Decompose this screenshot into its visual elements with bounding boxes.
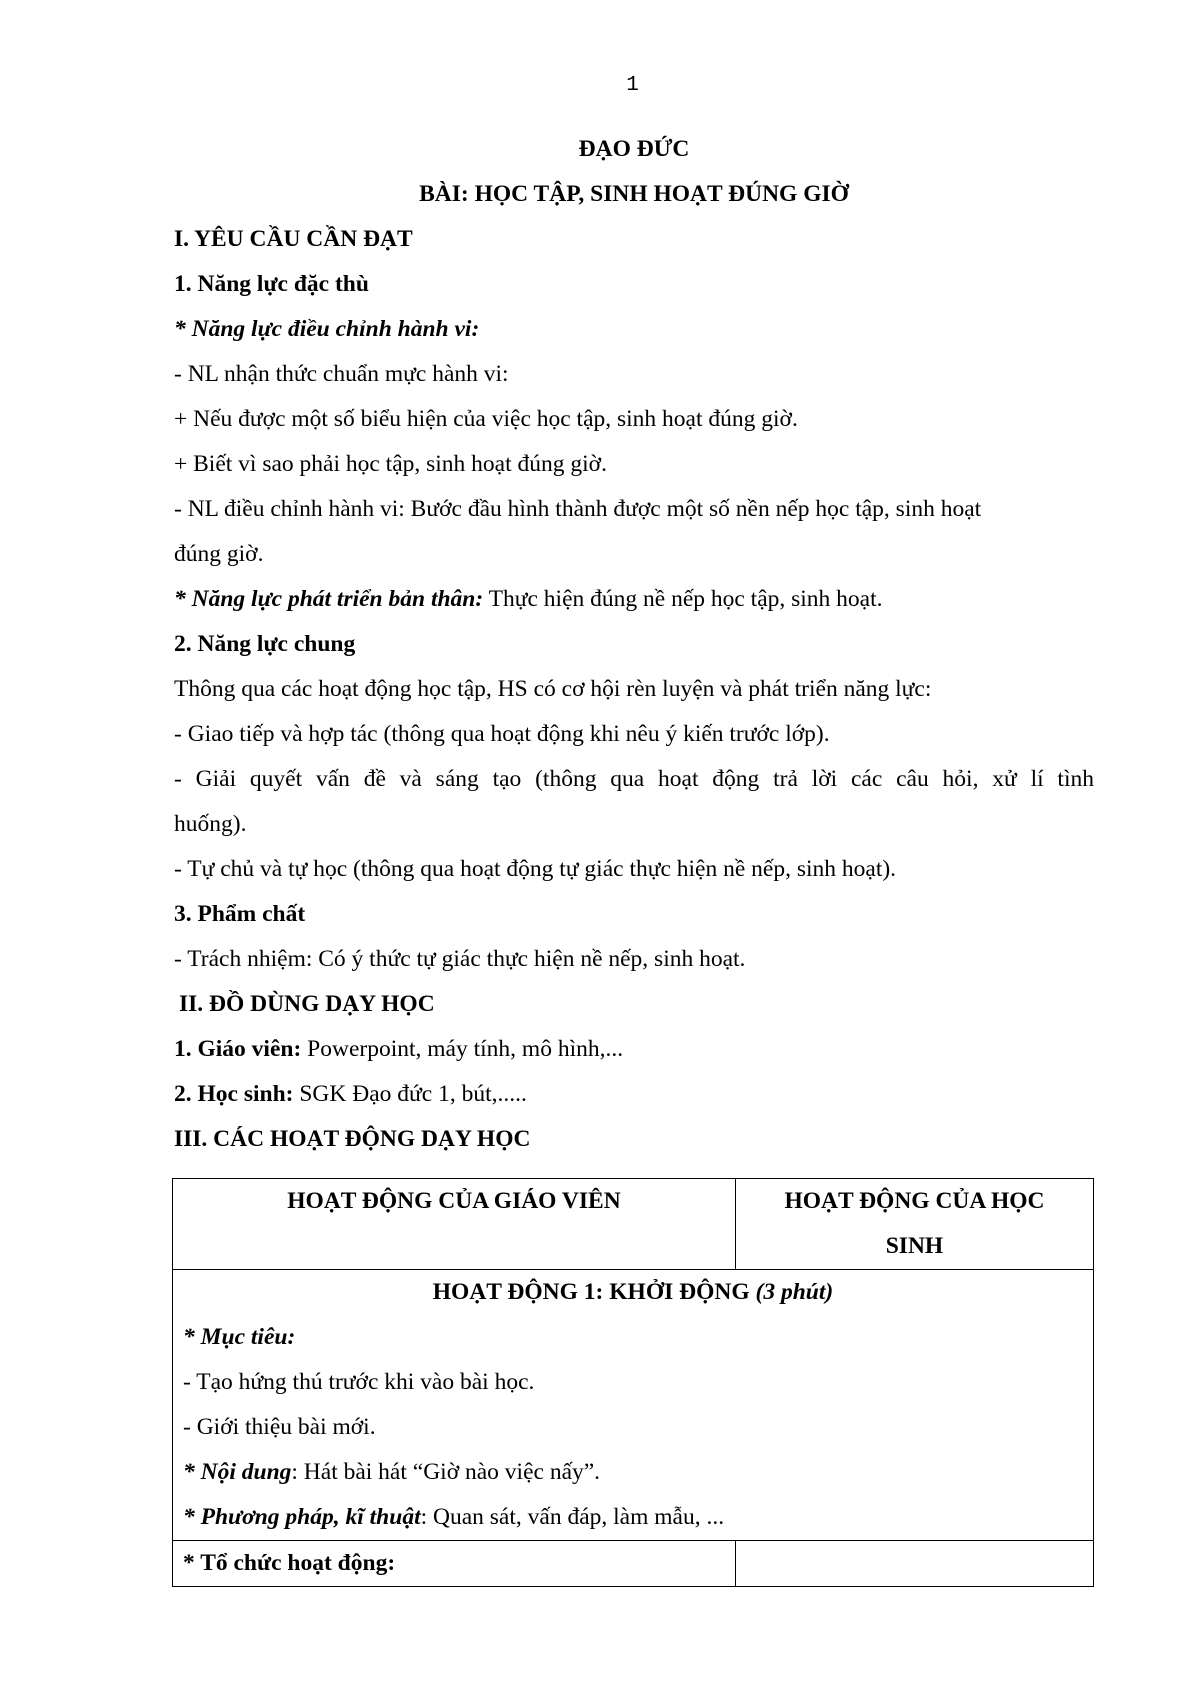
section1-sub3-heading: 3. Phẩm chất [174,901,306,927]
text-line: - NL nhận thức chuẩn mực hành vi: [174,361,509,387]
text-line: - Giao tiếp và hợp tác (thông qua hoạt động khi nêu ý kiến trước lớp). [174,721,830,747]
lesson-title: BÀI: HỌC TẬP, SINH HOẠT ĐÚNG GIỜ [419,181,849,207]
to-chuc-student-cell [735,1541,1093,1587]
document-body [174,127,1094,1162]
activity1-title [183,1270,1083,1315]
teacher-materials [174,1027,1094,1072]
activity1-title-text: HOẠT ĐỘNG 1: KHỞI ĐỘNG [432,1279,756,1305]
section3-heading: III. CÁC HOẠT ĐỘNG DẠY HỌC [174,1126,531,1152]
page-number: 1 [626,74,639,97]
header-teacher: HOẠT ĐỘNG CỦA GIÁO VIÊN [173,1179,736,1270]
nl-phat-trien-label: * Năng lực phát triển bản thân: [174,586,484,612]
noi-dung-text: : Hát bài hát “Giờ nào việc nấy”. [291,1459,601,1485]
text-line: + Biết vì sao phải học tập, sinh hoạt đúng giờ. [174,451,607,477]
subject-title: ĐẠO ĐỨC [578,136,690,162]
section1-heading: I. YÊU CẦU CẦN ĐẠT [174,226,413,252]
nl-phat-trien-paragraph [174,577,1094,622]
activities-table [172,1178,1094,1587]
text-line: - NL điều chỉnh hành vi: Bước đầu hình thành được một số nền nếp học tập, sinh hoạt [174,496,982,522]
phuong-phap-label: * Phương pháp, kĩ thuật [183,1504,421,1530]
table-row [173,1541,1094,1587]
activity1-time: (3 phút) [755,1279,834,1305]
to-chuc-cell: * Tổ chức hoạt động: [173,1541,736,1587]
student-text: SGK Đạo đức 1, bút,..... [293,1081,527,1107]
nl-phat-trien-text: Thực hiện đúng nề nếp học tập, sinh hoạt. [483,586,883,612]
text-line: đúng giờ. [174,541,264,567]
nl-dieu-chinh-label: * Năng lực điều chỉnh hành vi: [174,316,480,342]
muc-tieu-item: - Giới thiệu bài mới. [183,1414,376,1440]
teacher-text: Powerpoint, máy tính, mô hình,... [301,1036,624,1062]
muc-tieu-label: * Mục tiêu: [183,1324,296,1350]
text-line: - Tự chủ và tự học (thông qua hoạt động tự giác thực hiện nề nếp, sinh hoạt). [174,856,897,882]
section1-sub1-heading: 1. Năng lực đặc thù [174,271,369,297]
text-line: + Nếu được một số biểu hiện của việc học tập, sinh hoạt đúng giờ. [174,406,798,432]
phuong-phap-text: : Quan sát, vấn đáp, làm mẫu, ... [420,1504,725,1530]
activity1-cell [173,1270,1094,1541]
muc-tieu-item: - Tạo hứng thú trước khi vào bài học. [183,1369,535,1395]
student-materials [174,1072,1094,1117]
text-line: - Giải quyết vấn đề và sáng tạo (thông qua hoạt động trả lời các câu hỏi, xử lí tình [174,766,1094,792]
phuong-phap [183,1495,1083,1540]
header-student-line2: SINH [885,1233,944,1259]
noi-dung-label: * Nội dung [183,1459,292,1485]
student-label: 2. Học sinh: [174,1081,294,1107]
text-line: Thông qua các hoạt động học tập, HS có cơ hội rèn luyện và phát triển năng lực: [174,676,932,702]
teacher-label: 1. Giáo viên: [174,1036,302,1062]
text-line: huống). [174,811,247,837]
table-row [173,1270,1094,1541]
noi-dung [183,1450,1083,1495]
text-line: - Trách nhiệm: Có ý thức tự giác thực hiện nề nếp, sinh hoạt. [174,946,746,972]
section2-heading: II. ĐỒ DÙNG DẠY HỌC [179,991,435,1017]
section1-sub2-heading: 2. Năng lực chung [174,631,356,657]
header-student [735,1179,1093,1270]
table-header-row [173,1179,1094,1270]
header-student-line1: HOẠT ĐỘNG CỦA HỌC [784,1188,1045,1214]
